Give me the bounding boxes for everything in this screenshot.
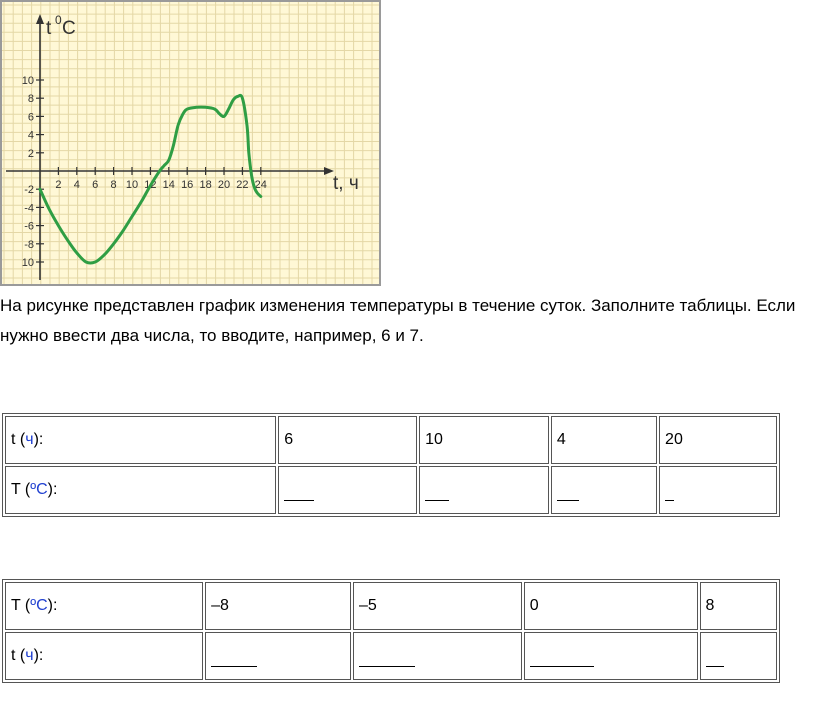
table-row (5, 582, 777, 630)
y-tick-label: 4 (27, 129, 34, 142)
y-tick-label: -8 (24, 238, 34, 251)
row-header-time: t (ч): (5, 632, 203, 680)
x-tick-label: 8 (110, 179, 117, 191)
table-cell: 4 (551, 416, 657, 464)
table-cell: 20 (659, 416, 777, 464)
x-axis-label: t, ч (333, 173, 359, 194)
table-cell: 6 (278, 416, 417, 464)
y-tick-label: -2 (24, 184, 34, 197)
answer-blank[interactable] (659, 466, 777, 514)
temperature-chart (0, 0, 382, 287)
x-tick-label: 6 (92, 179, 99, 191)
time-to-temperature-table (2, 413, 780, 517)
y-tick-label: -4 (24, 202, 34, 215)
chart-canvas (0, 0, 382, 287)
table-row (5, 416, 777, 464)
y-tick-label: 10 (21, 257, 34, 269)
table-row (5, 632, 777, 680)
y-tick-label: 2 (27, 147, 34, 160)
y-tick-label: 8 (27, 93, 34, 106)
table-cell: 0 (524, 582, 698, 630)
answer-blank[interactable] (278, 466, 417, 514)
y-tick-label: -6 (24, 220, 34, 233)
table-cell: –8 (205, 582, 351, 630)
x-tick-label: 22 (236, 179, 249, 191)
y-axis-label: t (46, 18, 52, 39)
x-tick-label: 10 (125, 179, 139, 191)
row-header-temperature: T (ºC): (5, 466, 276, 514)
y-tick-label: 6 (27, 111, 34, 124)
x-tick-label: 2 (55, 179, 62, 191)
x-tick-label: 24 (254, 179, 267, 191)
table-row (5, 466, 777, 514)
x-tick-label: 14 (162, 179, 175, 191)
answer-blank[interactable] (700, 632, 777, 680)
table-cell: –5 (353, 582, 522, 630)
y-axis-label-unit: C (62, 18, 76, 39)
x-tick-label: 20 (217, 179, 231, 191)
task-description: На рисунке представлен график изменения температуры в течение суток. Заполните таблицы. Если нужно ввести два числа, то вводите, например, 6 и 7. (0, 296, 796, 345)
y-axis-label-superscript: 0 (55, 13, 62, 27)
row-header-time: t (ч): (5, 416, 276, 464)
answer-blank[interactable] (419, 466, 549, 514)
x-tick-label: 16 (181, 179, 194, 191)
row-header-temperature: T (ºC): (5, 582, 203, 630)
y-tick-label: 10 (21, 75, 34, 87)
table-cell: 10 (419, 416, 549, 464)
x-tick-label: 18 (199, 179, 212, 191)
x-tick-label: 4 (73, 179, 80, 191)
chart-background (1, 1, 380, 285)
answer-blank[interactable] (524, 632, 698, 680)
answer-blank[interactable] (551, 466, 657, 514)
table-cell: 8 (700, 582, 777, 630)
answer-blank[interactable] (353, 632, 522, 680)
x-tick-label: 12 (144, 179, 157, 191)
answer-blank[interactable] (205, 632, 351, 680)
temperature-to-time-table (2, 579, 780, 683)
